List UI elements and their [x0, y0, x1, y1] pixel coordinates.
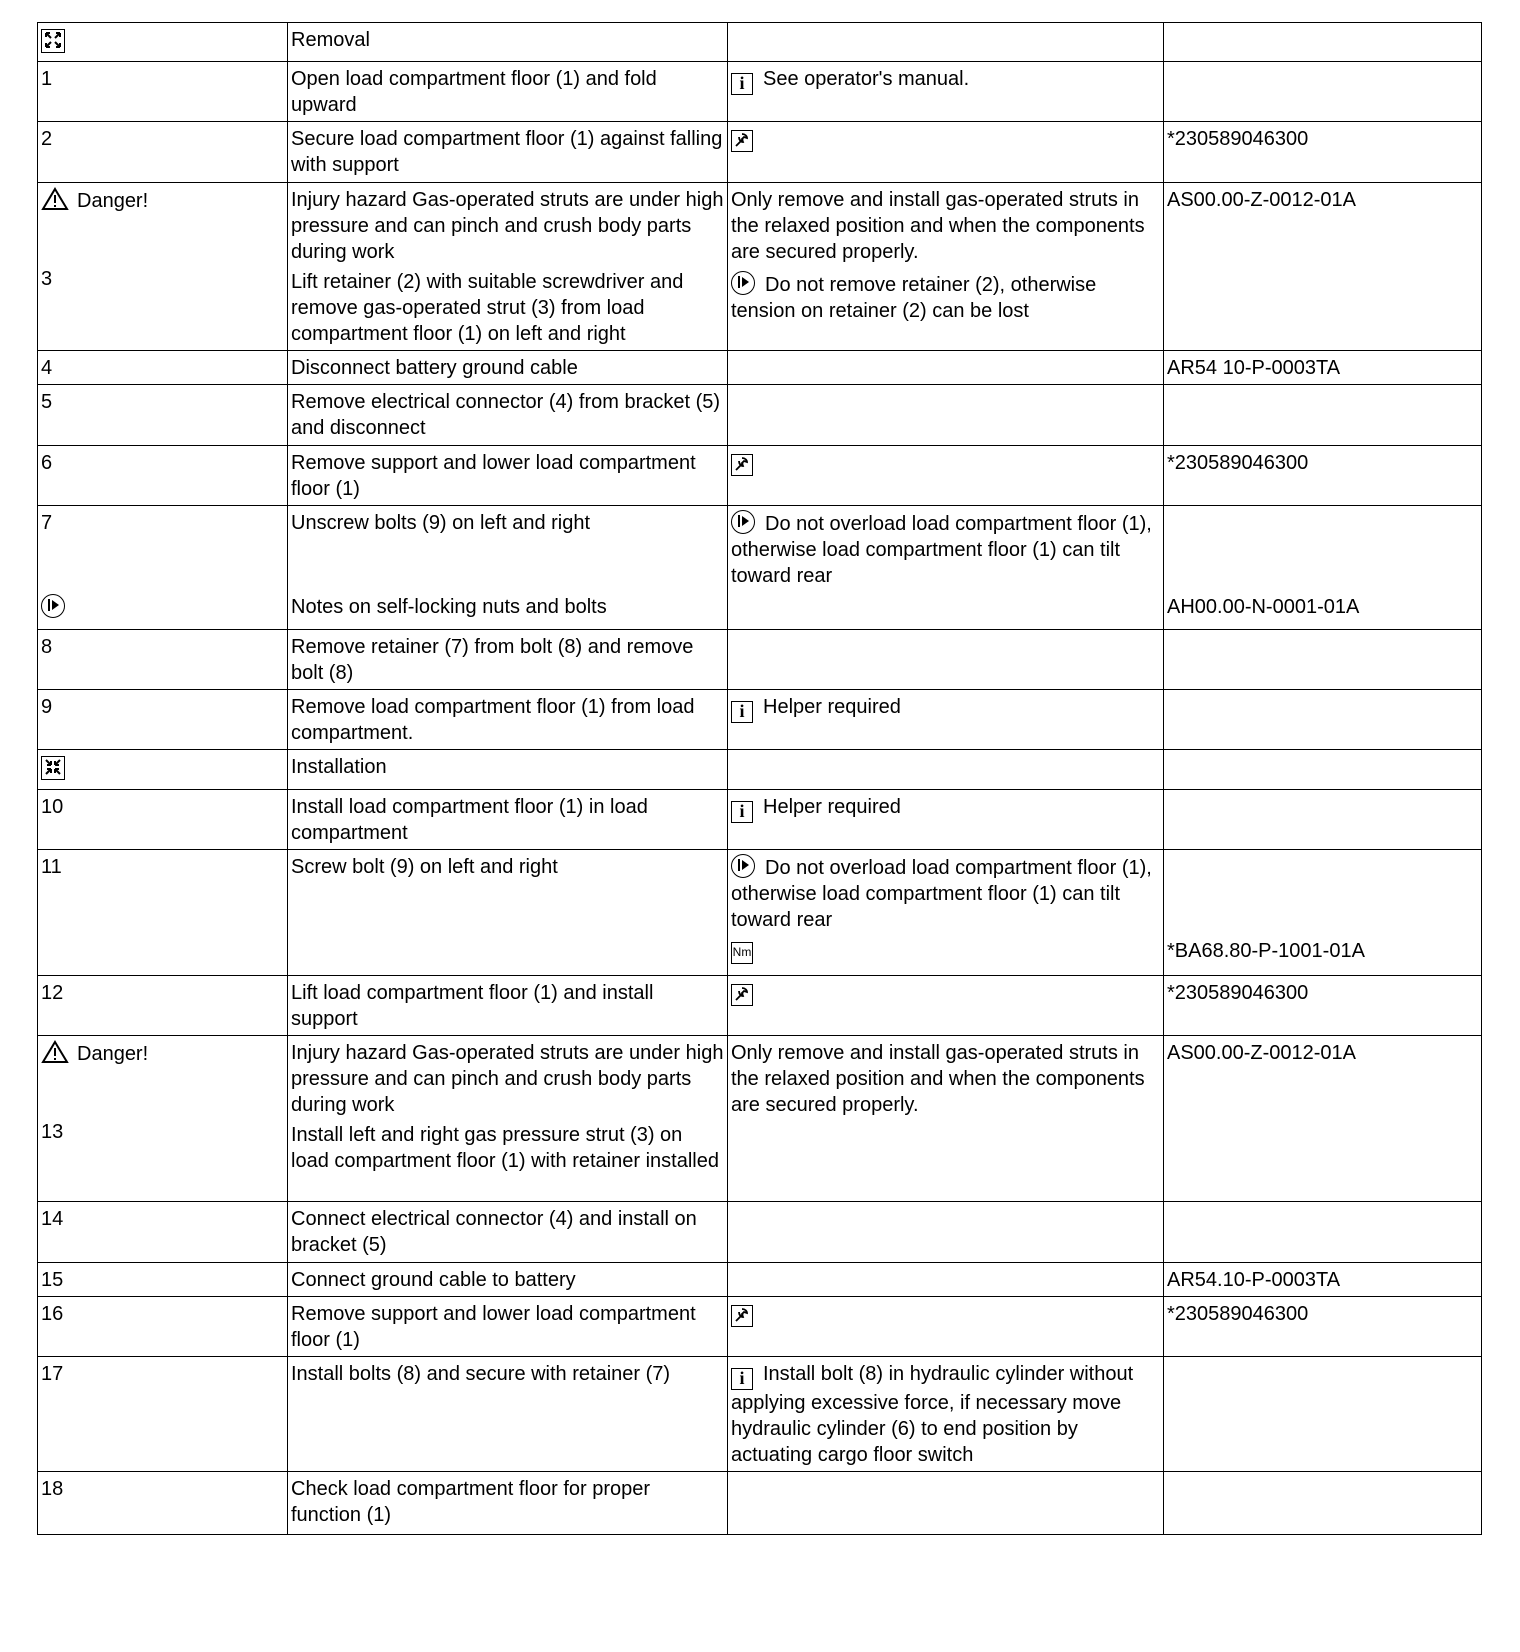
table-row — [38, 446, 1482, 506]
table-row — [38, 183, 1482, 351]
special-tool-icon — [731, 454, 753, 476]
section-title: Installation — [291, 756, 387, 778]
step-number: 7 — [41, 512, 53, 534]
step-note: Install bolt (8) in hydraulic cylinder without applying excessive force, if necessary move hydraulic cylinder (6) to end position by actuating cargo floor switch — [731, 1363, 1134, 1466]
special-tool-icon — [731, 1305, 753, 1327]
step-number: 14 — [41, 1208, 64, 1230]
step-number: 5 — [41, 391, 53, 413]
step-action: Connect electrical connector (4) and install on bracket (5) — [291, 1208, 697, 1256]
note-icon — [731, 271, 755, 295]
step-action: Disconnect battery ground cable — [291, 357, 578, 379]
table-row — [38, 630, 1482, 690]
step-action: Lift retainer (2) with suitable screwdriver and remove gas-operated strut (3) from load compartment floor (1) on left and right — [291, 271, 684, 345]
step-note: See operator's manual. — [763, 68, 970, 90]
warning-icon — [41, 1040, 69, 1064]
reference-doc: AH00.00-N-0001-01A — [1167, 596, 1360, 618]
step-action: Remove support and lower load compartment floor (1) — [291, 1303, 696, 1351]
step-number: 17 — [41, 1363, 64, 1385]
step-number: 15 — [41, 1269, 64, 1291]
table-row — [38, 750, 1482, 790]
step-action: Unscrew bolts (9) on left and right — [291, 512, 591, 534]
step-note: Helper required — [763, 796, 901, 818]
reference-doc: AR54 10-P-0003TA — [1167, 357, 1341, 379]
step-action: Remove electrical connector (4) from bracket (5) and disconnect — [291, 391, 721, 439]
table-row — [38, 850, 1482, 976]
step-action: Install bolts (8) and secure with retainer (7) — [291, 1363, 671, 1385]
table-row — [38, 790, 1482, 850]
reference-doc: AR54.10-P-0003TA — [1167, 1269, 1341, 1291]
section-title: Removal — [291, 29, 370, 51]
table-row — [38, 1297, 1482, 1357]
table-row — [38, 1036, 1482, 1202]
danger-warning: Danger! — [41, 1040, 284, 1067]
info-icon: i — [731, 801, 753, 823]
step-number: 16 — [41, 1303, 64, 1325]
warning-icon — [41, 187, 69, 211]
step-note: Do not overload load compartment floor (1), otherwise load compartment floor (1) can tilt toward rear — [731, 513, 1152, 587]
reference-doc: *230589046300 — [1167, 1303, 1309, 1325]
step-note: Helper required — [763, 696, 901, 718]
danger-warning: Danger! — [41, 187, 284, 214]
step-number: 3 — [41, 268, 53, 290]
step-note: Do not overload load compartment floor (1), otherwise load compartment floor (1) can tilt toward rear — [731, 857, 1152, 931]
step-action: Lift load compartment floor (1) and install support — [291, 982, 654, 1030]
table-row — [38, 62, 1482, 122]
step-number: 9 — [41, 696, 53, 718]
step-number: 11 — [41, 856, 62, 878]
table-row — [38, 1357, 1482, 1472]
step-number: 1 — [41, 68, 53, 90]
torque-icon: Nm — [731, 942, 753, 964]
table-row — [38, 385, 1482, 446]
danger-text: Injury hazard Gas-operated struts are under high pressure and can pinch and crush body parts during work — [291, 1042, 724, 1116]
step-number: 12 — [41, 982, 64, 1004]
step-action: Remove load compartment floor (1) from load compartment. — [291, 696, 695, 744]
table-row — [38, 690, 1482, 750]
info-icon: i — [731, 73, 753, 95]
step-action: Screw bolt (9) on left and right — [291, 856, 558, 878]
table-row — [38, 1472, 1482, 1535]
step-number: 6 — [41, 452, 53, 474]
reference-doc: *230589046300 — [1167, 128, 1309, 150]
reference-doc: AS00.00-Z-0012-01A — [1167, 189, 1357, 211]
note-icon — [731, 854, 755, 878]
step-number: 8 — [41, 636, 53, 658]
assembly-icon — [41, 756, 65, 780]
step-action: Open load compartment floor (1) and fold upward — [291, 68, 657, 116]
table-row — [38, 122, 1482, 183]
step-action: Remove support and lower load compartment floor (1) — [291, 452, 696, 500]
table-row — [38, 976, 1482, 1036]
step-action: Install load compartment floor (1) in load compartment — [291, 796, 648, 844]
step-number: 18 — [41, 1478, 64, 1500]
step-action: Check load compartment floor for proper function (1) — [291, 1478, 651, 1526]
reference-doc: *230589046300 — [1167, 982, 1309, 1004]
info-icon: i — [731, 1368, 753, 1390]
info-icon: i — [731, 701, 753, 723]
table-row — [38, 1263, 1482, 1297]
special-tool-icon — [731, 130, 753, 152]
note-icon — [731, 510, 755, 534]
step-number: 4 — [41, 357, 53, 379]
disassembly-icon — [41, 29, 65, 53]
step-action: Connect ground cable to battery — [291, 1269, 576, 1291]
step-note: Do not remove retainer (2), otherwise tension on retainer (2) can be lost — [731, 274, 1097, 322]
danger-text: Injury hazard Gas-operated struts are under high pressure and can pinch and crush body parts during work — [291, 189, 724, 263]
table-row — [38, 506, 1482, 630]
step-note: Only remove and install gas-operated struts in the relaxed position and when the components are secured properly. — [731, 189, 1145, 263]
step-number: 2 — [41, 128, 53, 150]
table-row — [38, 1202, 1482, 1263]
step-number: 10 — [41, 796, 64, 818]
reference-doc: *230589046300 — [1167, 452, 1309, 474]
step-action: Notes on self-locking nuts and bolts — [291, 596, 607, 618]
procedure-table — [37, 22, 1482, 1535]
step-action: Secure load compartment floor (1) against falling with support — [291, 128, 723, 176]
step-note: Only remove and install gas-operated struts in the relaxed position and when the components are secured properly. — [731, 1042, 1145, 1116]
special-tool-icon — [731, 984, 753, 1006]
table-row — [38, 351, 1482, 385]
reference-doc: AS00.00-Z-0012-01A — [1167, 1042, 1357, 1064]
step-number: 13 — [41, 1121, 64, 1143]
step-action: Remove retainer (7) from bolt (8) and remove bolt (8) — [291, 636, 694, 684]
table-row — [38, 23, 1482, 62]
note-icon — [41, 594, 65, 618]
step-action: Install left and right gas pressure strut (3) on load compartment floor (1) with retainer installed — [291, 1124, 719, 1172]
reference-doc: *BA68.80-P-1001-01A — [1167, 940, 1365, 962]
